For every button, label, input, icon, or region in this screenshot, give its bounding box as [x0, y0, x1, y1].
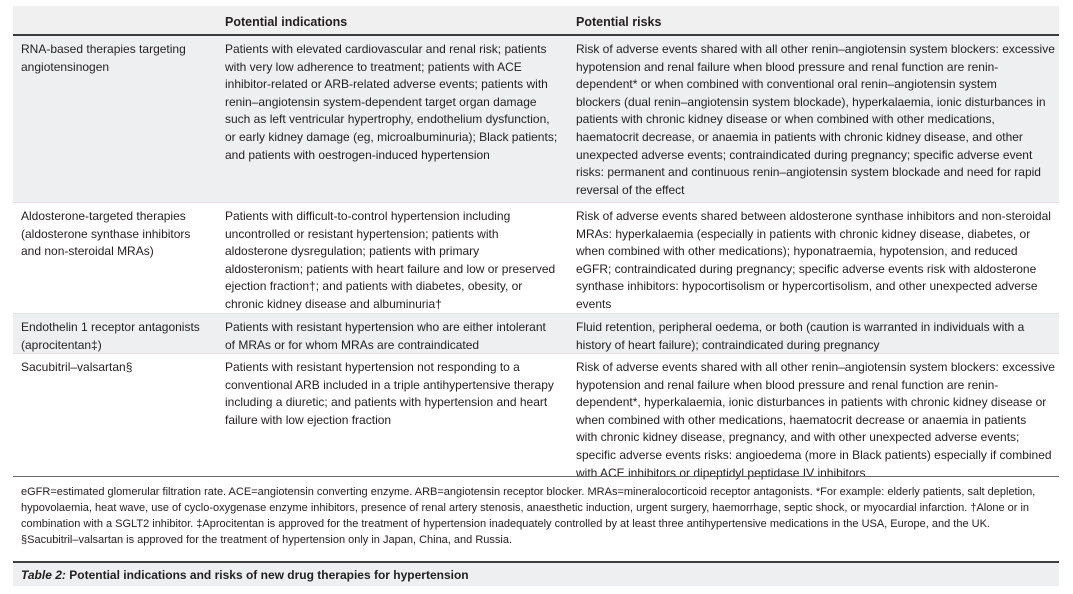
cell-line: failure with low ejection fraction — [225, 412, 392, 427]
cell-line: and patients with oestrogen-induced hypertension — [225, 147, 490, 162]
cell-line: of MRAs or for whom MRAs are contraindicated — [225, 337, 480, 352]
risks-cell — [576, 359, 1055, 482]
cell-line: history of heart failure); contraindicated during pregnancy — [576, 337, 880, 352]
cell-line: angiotensinogen — [21, 59, 110, 74]
cell-line: unexpected adverse events; contraindicated during pregnancy; specific adverse event — [576, 147, 1033, 162]
table-header-row — [13, 6, 1059, 36]
cell-line: reversal of the effect — [576, 182, 685, 197]
cell-line: when combined with other medications); hyponatraemia, hypotension, and reduced — [576, 244, 1018, 259]
indications-cell — [225, 208, 555, 314]
risks-cell — [576, 319, 1024, 354]
cell-line: ejection fraction†; and patients with diabetes, obesity, or — [225, 279, 523, 294]
cell-line: with chronic kidney disease, pregnancy, and with other unexpected adverse events; — [576, 430, 1020, 445]
footnote-line: §Sacubitril–valsartan is approved for the treatment of hypertension only in Japan, China, and Russia. — [21, 534, 513, 546]
table-caption — [21, 568, 469, 582]
cell-line: patients with chronic kidney disease or when combined with other medications, — [576, 112, 995, 127]
cell-line: MRAs: hyperkalaemia (especially in patients with chronic kidney disease, diabetes, or — [576, 226, 1031, 241]
cell-line: uncontrolled or resistant hypertension; patients with — [225, 226, 499, 241]
header-potential-indications: Potential indications — [225, 15, 348, 29]
cell-line: chronic kidney disease and albuminuria† — [225, 296, 442, 311]
cell-line: aldosteronism; patients with heart failure and low or preserved — [225, 261, 556, 276]
cell-line: haematocrit decrease, or anaemia in patients with chronic kidney disease, and other — [576, 129, 1023, 144]
cell-line: such as left ventricular hypertrophy, endothelium dysfunction, — [225, 112, 550, 127]
table-row-aldosterone-therapies — [13, 203, 1059, 314]
cell-line: risks: permanent and continuous renin–angiotensin system blockade and need for rapid — [576, 165, 1041, 180]
cell-line: Patients with difficult-to-control hypertension including — [225, 209, 511, 223]
cell-line: (aprocitentan‡) — [21, 337, 102, 352]
therapy-cell — [21, 41, 186, 76]
cell-line: aldosterone dysregulation; patients with primary — [225, 244, 480, 259]
cell-line: (aldosterone synthase inhibitors — [21, 226, 191, 241]
cell-line: specific adverse events risks: angioedema (more in Black patients) especially if combined — [576, 447, 1052, 462]
footnote-text — [21, 484, 1035, 548]
cell-line: Aldosterone-targeted therapies — [21, 209, 186, 223]
cell-line: Risk of adverse events shared with all other renin–angiotensin system blockers: excessive — [576, 360, 1055, 374]
risks-cell — [576, 41, 1055, 199]
cell-line: including a diuretic; and patients with hypertension and heart — [225, 395, 548, 410]
cell-line: eGFR; contraindicated during pregnancy; specific adverse events risk with aldosterone — [576, 261, 1037, 276]
cell-line: Fluid retention, peripheral oedema, or both (caution is warranted in individuals with a — [576, 320, 1025, 334]
cell-line: dependent* or when combined with conventional oral renin–angiotensin system — [576, 77, 997, 92]
cell-line: hypotension and renal failure when blood pressure and renal function are renin- — [576, 377, 999, 392]
header-potential-risks: Potential risks — [576, 15, 662, 29]
cell-line: when combined with other medications, haematocrit decrease or anaemia in patients — [576, 412, 1027, 427]
cell-line: hypotension and renal failure when blood pressure and renal function are renin- — [576, 59, 999, 74]
cell-line: dependent*, hyperkalaemia, ionic disturbances in patients with chronic kidney disease or — [576, 395, 1047, 410]
cell-line: blockers (dual renin–angiotensin system blockade), hyperkalaemia, ionic disturbances in — [576, 94, 1046, 109]
table-footnotes — [13, 476, 1059, 561]
cell-line: Patients with resistant hypertension not responding to a — [225, 360, 520, 374]
cell-line: renin–angiotensin system-dependent target organ damage — [225, 94, 537, 109]
cell-line: RNA-based therapies targeting — [21, 42, 186, 56]
cell-line: Risk of adverse events shared with all other renin–angiotensin system blockers: excessive — [576, 42, 1055, 56]
table-row-endothelin-antagonists — [13, 314, 1059, 354]
table-row-rna-therapies — [13, 36, 1059, 203]
therapy-cell — [21, 208, 190, 261]
cell-line: or early kidney damage (eg, microalbuminuria); Black patients; — [225, 129, 558, 144]
cell-line: conventional ARB included in a triple antihypertensive therapy — [225, 377, 554, 392]
cell-line: events — [576, 296, 612, 311]
risks-cell — [576, 208, 1051, 314]
therapy-cell — [21, 319, 200, 354]
indications-cell — [225, 359, 554, 429]
cell-line: with ACE inhibitors or dipeptidyl peptidase IV inhibitors — [576, 465, 866, 480]
footnote-line: combination with a SGLT2 inhibitor. ‡Aprocitentan is approved for the treatment of hypertension inadequately controlled by at least three antihypertensive medications in the USA, Europe, and the UK. — [21, 518, 990, 530]
cell-line: Risk of adverse events shared between aldosterone synthase inhibitors and non-steroidal — [576, 209, 1051, 223]
cell-line: Patients with elevated cardiovascular and renal risk; patients — [225, 42, 547, 56]
caption-label: Table 2: — [21, 568, 66, 582]
table-figure — [13, 6, 1059, 588]
cell-line: Sacubitril–valsartan§ — [21, 360, 133, 374]
caption-text: Potential indications and risks of new drug therapies for hypertension — [65, 568, 469, 582]
table-row-sacubitril-valsartan — [13, 354, 1059, 480]
cell-line: with very low adherence to treatment; patients with ACE — [225, 59, 522, 74]
indications-cell — [225, 41, 557, 164]
footnote-line: hypovolaemia, heat wave, use of cyclo-oxygenase enzyme inhibitors, presence of renal artery stenosis, anaesthetic induction, urgent surgery, haemorrhage, septic shock, or myocardial infarction. †Alone or in — [21, 502, 1030, 514]
cell-line: inhibitor-related or ARB-related adverse events; patients with — [225, 77, 548, 92]
cell-line: synthase inhibitors: hypocortisolism or hypercortisolism, and other unexpected adverse — [576, 279, 1038, 294]
cell-line: and non-steroidal MRAs) — [21, 244, 154, 259]
therapy-cell — [21, 359, 132, 377]
cell-line: Endothelin 1 receptor antagonists — [21, 320, 200, 334]
footnote-line: eGFR=estimated glomerular filtration rate. ACE=angiotensin converting enzyme. ARB=angiotensin receptor blocker. MRAs=mineralocorticoid receptor antagonists. *For example: elderly patients, salt depletion, — [21, 486, 1036, 498]
cell-line: Patients with resistant hypertension who are either intolerant — [225, 320, 546, 334]
indications-cell — [225, 319, 546, 354]
table-caption-bar — [13, 561, 1059, 586]
